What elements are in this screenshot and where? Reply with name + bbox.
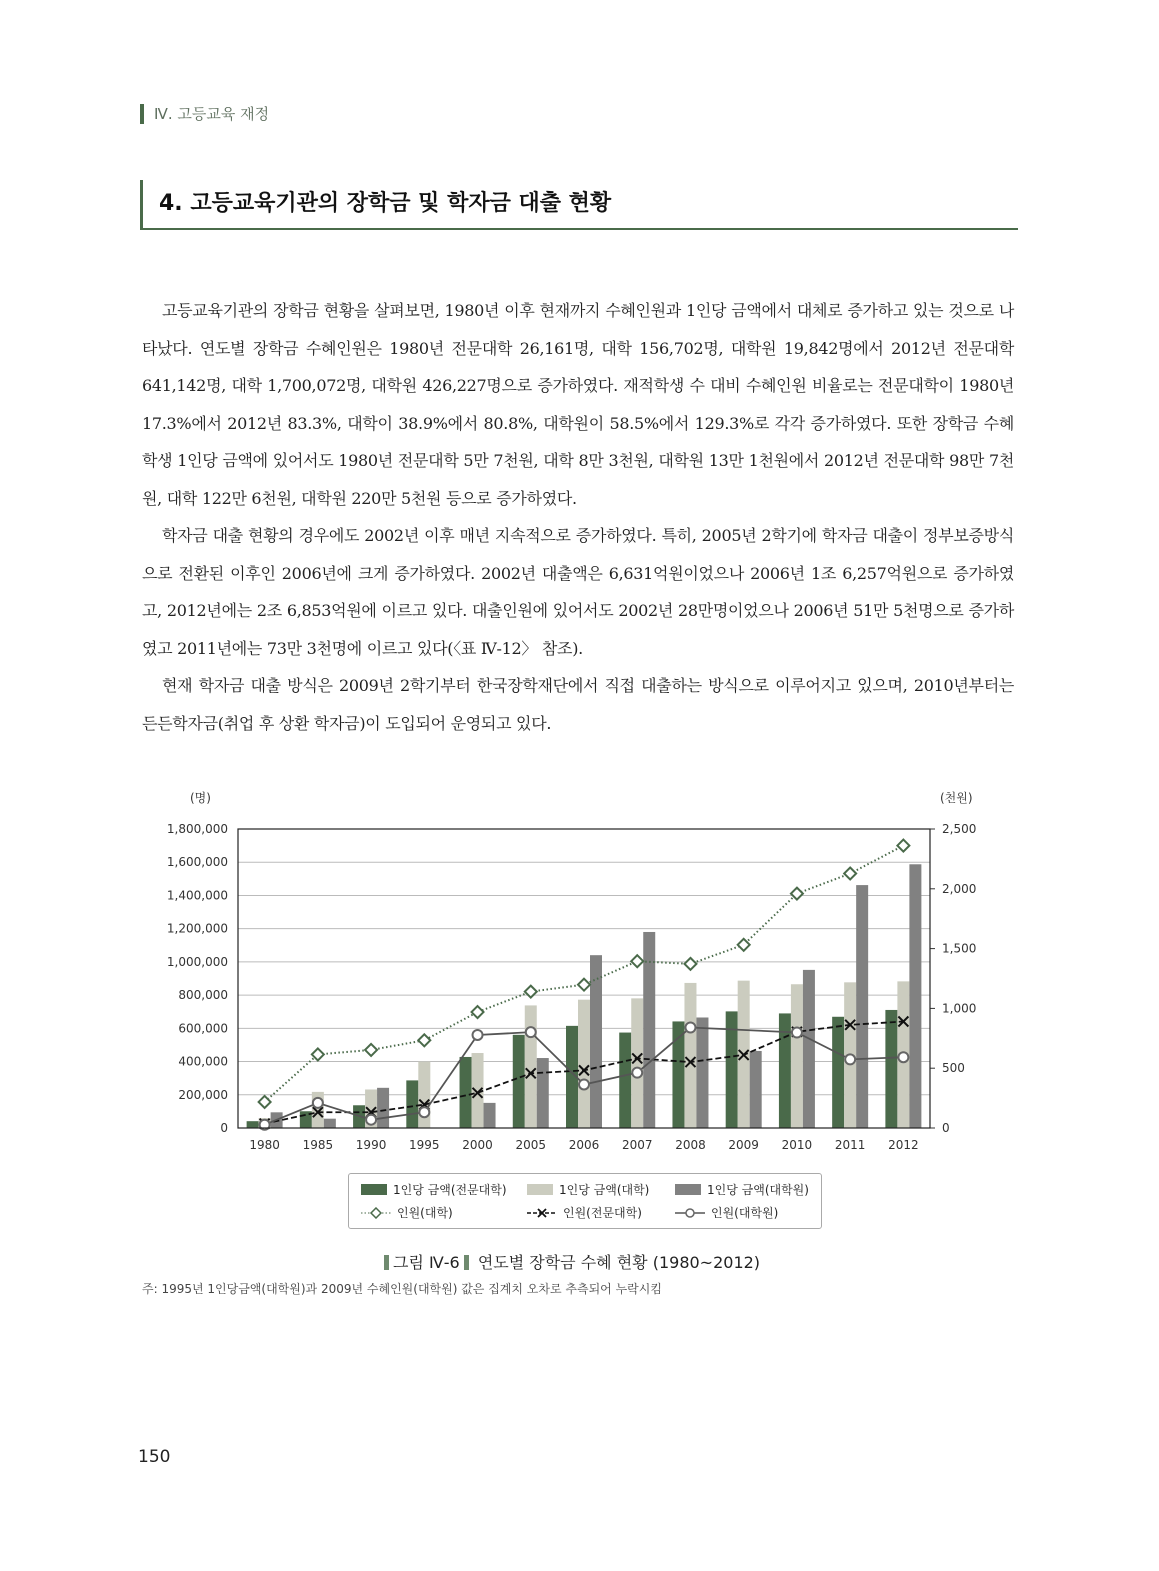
y-left-tick-label: 1,400,000 — [166, 888, 228, 903]
bar-graduate — [324, 1119, 336, 1128]
circle-marker — [419, 1107, 429, 1117]
circle-marker — [366, 1115, 376, 1125]
x-tick-label: 2008 — [675, 1138, 706, 1152]
paragraph: 학자금 대출 현황의 경우에도 2002년 이후 매년 지속적으로 증가하였다. 특히, 2005년 2학기에 학자금 대출이 정부보증방식으로 전환된 이후인 2006년에 크게 증가하였다. 2002년 대출액은 6,631억원이었으나 2006년 1조 6,257억원으로 증가하였고, 2012년에는 2조 6,853억원에 이르고 있다. 대출인원에 있어서도 2002년 28만명이었으나 2006년 51만 5천명으로 증가하였고 2011년에는 73만 3천명에 이르고 있다(〈표 Ⅳ-12〉 참조). — [142, 526, 1014, 658]
legend-swatch — [675, 1184, 701, 1195]
y-left-tick-label: 1,000,000 — [166, 954, 228, 969]
x-line-icon — [527, 1207, 557, 1219]
circle-marker — [473, 1030, 483, 1040]
legend-item — [527, 1181, 649, 1198]
y-left-tick-label: 600,000 — [178, 1021, 228, 1036]
bar-junior-college — [885, 1010, 897, 1128]
scholarship-chart — [140, 780, 1000, 1160]
diamond-marker — [631, 955, 643, 967]
y-left-tick-label: 200,000 — [178, 1087, 228, 1102]
y-left-tick-label: 1,800,000 — [166, 822, 228, 836]
diamond-marker — [791, 888, 803, 900]
bar-junior-college — [779, 1013, 791, 1128]
caption-marker — [464, 1255, 469, 1270]
diamond-marker — [259, 1096, 271, 1108]
x-tick-label: 2007 — [621, 1138, 653, 1152]
circle-marker — [898, 1052, 908, 1062]
legend-item — [361, 1204, 453, 1221]
x-tick-label: 2005 — [515, 1138, 547, 1152]
legend-label: 인원(대학원) — [711, 1206, 779, 1220]
figure-caption — [380, 1250, 760, 1273]
y-left-tick-label: 0 — [220, 1121, 228, 1135]
bar-graduate — [484, 1103, 496, 1128]
chart-legend — [348, 1173, 822, 1229]
diamond-marker — [418, 1034, 430, 1046]
circle-marker — [845, 1054, 855, 1064]
bar-graduate — [696, 1017, 708, 1128]
bar-university — [525, 1005, 537, 1128]
paragraph: 현재 학자금 대출 방식은 2009년 2학기부터 한국장학재단에서 직접 대출하는 방식으로 이루어지고 있으며, 2010년부터는 든든학자금(취업 후 상환 학자금)이 도입되어 운영되고 있다. — [142, 676, 1014, 733]
bar-university — [791, 984, 803, 1128]
bar-graduate — [750, 1051, 762, 1128]
legend-label: 1인당 금액(전문대학) — [393, 1183, 507, 1197]
bar-graduate — [377, 1088, 389, 1128]
y-right-tick-label: 1,500 — [942, 941, 977, 956]
bar-junior-college — [406, 1080, 418, 1128]
x-tick-label: 1995 — [409, 1138, 440, 1152]
page-number: 150 — [138, 1447, 171, 1467]
bar-graduate — [856, 885, 868, 1128]
y-left-axis-unit: (명) — [190, 791, 211, 805]
diamond-marker — [897, 840, 909, 852]
x-tick-label: 2000 — [462, 1138, 493, 1152]
bar-junior-college — [832, 1017, 844, 1128]
circle-marker — [313, 1098, 323, 1108]
diamond-marker — [738, 939, 750, 951]
body-text — [142, 292, 1014, 742]
legend-label: 인원(전문대학) — [563, 1206, 642, 1220]
caption-marker — [384, 1255, 389, 1270]
x-tick-label: 2006 — [568, 1138, 600, 1152]
diamond-marker — [844, 868, 856, 880]
legend-item — [527, 1204, 642, 1221]
circle-marker — [526, 1027, 536, 1037]
x-tick-label: 2011 — [834, 1138, 866, 1152]
y-right-axis-unit: (천원) — [940, 791, 973, 805]
diamond-line-icon — [361, 1207, 391, 1219]
circle-marker — [632, 1068, 642, 1078]
bar-university — [684, 983, 696, 1128]
bar-university — [578, 1000, 590, 1128]
diamond-marker — [525, 986, 537, 998]
y-right-tick-label: 0 — [942, 1121, 950, 1135]
x-tick-label: 1985 — [302, 1138, 334, 1152]
bar-junior-college — [460, 1057, 472, 1128]
y-right-tick-label: 500 — [942, 1061, 965, 1076]
y-left-tick-label: 1,600,000 — [166, 855, 228, 870]
bar-junior-college — [247, 1121, 259, 1128]
circle-marker — [579, 1079, 589, 1089]
y-right-tick-label: 2,000 — [942, 881, 977, 896]
diamond-marker — [684, 958, 696, 970]
caption-label: 그림 Ⅳ-6 — [393, 1253, 460, 1272]
diamond-marker — [365, 1044, 377, 1056]
section-title: 4. 고등교육기관의 장학금 및 학자금 대출 현황 — [159, 191, 612, 216]
bar-junior-college — [513, 1035, 525, 1128]
y-left-tick-label: 400,000 — [178, 1054, 228, 1069]
x-tick-label: 1990 — [355, 1138, 387, 1152]
x-tick-label: 2010 — [781, 1138, 813, 1152]
bar-graduate — [909, 864, 921, 1128]
y-left-tick-label: 1,200,000 — [166, 921, 228, 936]
paragraph: 고등교육기관의 장학금 현황을 살펴보면, 1980년 이후 현재까지 수혜인원과 1인당 금액에서 대체로 증가하고 있는 것으로 나타났다. 연도별 장학금 수혜인원은 1980년 전문대학 26,161명, 대학 156,702명, 대학원 19,842명에서 2012년 전문대학 641,142명, 대학 1,700,072명, 대학원 426,227명으로 증가하였다. 재적학생 수 대비 수혜인원 비율로는 전문대학이 1980년 17.3%에서 2012년 83.3%, 대학이 38.9%에서 80.8%, 대학원이 58.5%에서 129.3%로 각각 증가하였다. 또한 장학금 수혜학생 1인당 금액에 있어서도 1980년 전문대학 5만 7천원, 대학 8만 3천원, 대학원 13만 1천원에서 2012년 전문대학 98만 7천원, 대학 122만 6천원, 대학원 220만 5천원 등으로 증가하였다. — [142, 301, 1014, 508]
y-right-tick-label: 1,000 — [942, 1001, 977, 1016]
legend-label: 1인당 금액(대학) — [559, 1183, 650, 1197]
figure-note: 주: 1995년 1인당금액(대학원)과 2009년 수혜인원(대학원) 값은 집계치 오차로 추측되어 누락시킴 — [142, 1282, 662, 1296]
y-left-tick-label: 800,000 — [178, 988, 228, 1003]
circle-line-icon — [675, 1207, 705, 1219]
section-heading — [140, 180, 1018, 230]
legend-item — [675, 1204, 778, 1221]
chapter-breadcrumb: Ⅳ. 고등교육 재정 — [140, 104, 269, 124]
bar-graduate — [537, 1058, 549, 1128]
diamond-marker — [578, 979, 590, 991]
legend-swatch — [527, 1184, 553, 1195]
legend-item — [361, 1181, 507, 1198]
legend-label: 1인당 금액(대학원) — [707, 1183, 809, 1197]
caption-title: 연도별 장학금 수혜 현황 (1980~2012) — [477, 1253, 761, 1272]
legend-label: 인원(대학) — [397, 1206, 453, 1220]
circle-marker — [685, 1023, 695, 1033]
x-tick-label: 2012 — [888, 1138, 919, 1152]
legend-item — [675, 1181, 809, 1198]
bar-graduate — [590, 955, 602, 1128]
bar-junior-college — [619, 1033, 631, 1128]
x-tick-label: 2009 — [728, 1138, 759, 1152]
legend-swatch — [361, 1184, 387, 1195]
x-tick-label: 1980 — [249, 1138, 280, 1152]
diamond-marker — [472, 1006, 484, 1018]
circle-marker — [792, 1027, 802, 1037]
bar-graduate — [803, 970, 815, 1128]
y-right-tick-label: 2,500 — [942, 822, 977, 836]
